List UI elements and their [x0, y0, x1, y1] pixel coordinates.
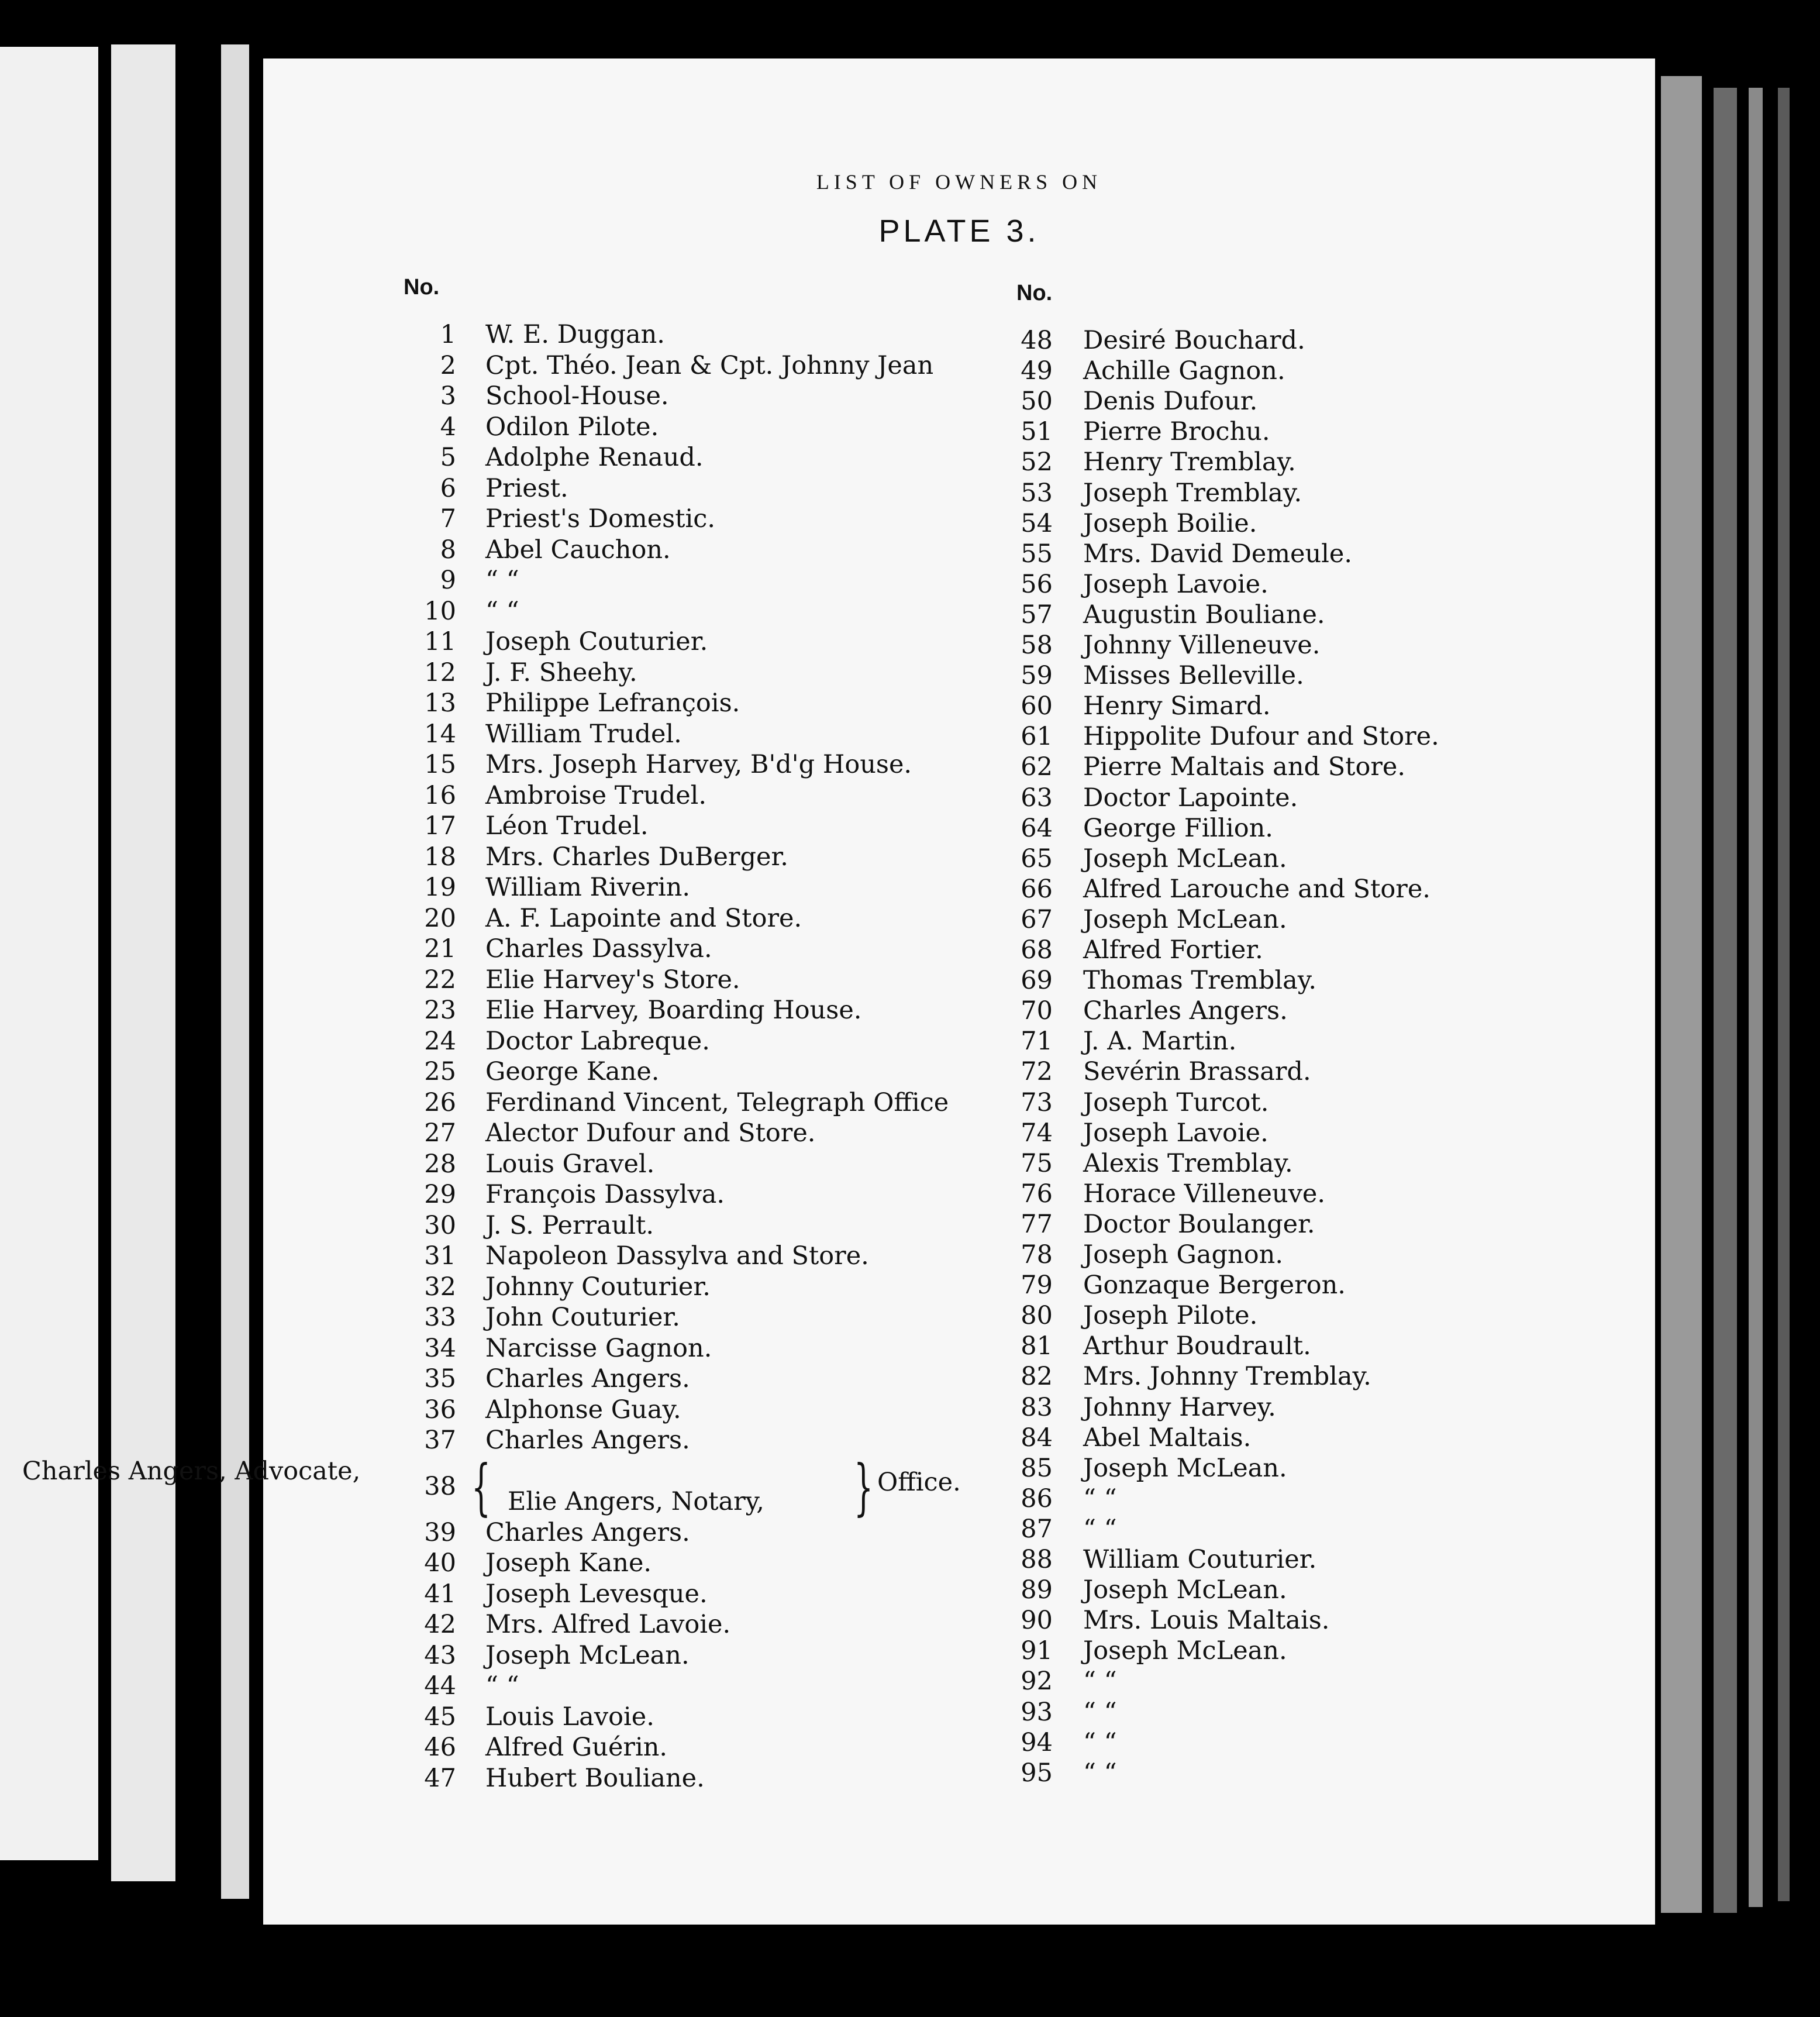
owner-name: “ “ [1083, 1697, 1117, 1727]
owner-number: 49 [1021, 356, 1053, 386]
column-header-left: No. [404, 275, 440, 300]
owner-number: 78 [1021, 1240, 1053, 1269]
owner-number: 14 [424, 719, 456, 749]
owner-number: 66 [1021, 874, 1053, 904]
owner-name: Desiré Bouchard. [1083, 326, 1305, 355]
owner-number: 70 [1021, 996, 1053, 1026]
owner-name: Alfred Guérin. [485, 1733, 668, 1762]
owner-number: 7 [440, 504, 456, 533]
owner-number: 80 [1021, 1301, 1053, 1331]
owner-name: Napoleon Dassylva and Store. [485, 1241, 869, 1271]
owner-number: 23 [424, 996, 456, 1025]
owner-name: John Couturier. [485, 1303, 680, 1332]
owner-number: 33 [424, 1303, 456, 1332]
owner-name: Louis Gravel. [485, 1149, 655, 1179]
owner-name: Doctor Lapointe. [1083, 783, 1298, 813]
owner-number: 31 [424, 1241, 456, 1271]
owner-number: 71 [1021, 1027, 1053, 1056]
list-heading: LIST OF OWNERS ON [816, 170, 1102, 194]
owner-name: Doctor Boulanger. [1083, 1209, 1315, 1239]
owner-number: 2 [440, 350, 456, 380]
owner-number: 46 [424, 1733, 456, 1762]
owner-number: 95 [1021, 1758, 1053, 1788]
owner-name: William Riverin. [485, 873, 691, 902]
owner-number: 59 [1021, 661, 1053, 691]
owner-name: “ “ [1083, 1484, 1117, 1513]
left-brace: { [471, 1451, 491, 1523]
owner-name: “ “ [1083, 1514, 1117, 1544]
owner-number: 58 [1021, 631, 1053, 660]
owner-number: 28 [424, 1149, 456, 1179]
owner-number: 88 [1021, 1545, 1053, 1574]
owner-number: 55 [1021, 539, 1053, 569]
owner-number: 29 [424, 1180, 456, 1209]
owner-number: 11 [424, 627, 456, 656]
owner-number: 12 [424, 658, 456, 687]
owner-name: J. S. Perrault. [485, 1210, 654, 1240]
owner-number: 74 [1021, 1118, 1053, 1148]
owner-name: “ “ [1083, 1758, 1117, 1788]
owner-number: 43 [424, 1640, 456, 1670]
owner-number: 40 [424, 1548, 456, 1578]
owner-name: Charles Angers. [485, 1364, 690, 1393]
column-header-right: No. [1016, 281, 1053, 305]
owner-number: 82 [1021, 1362, 1053, 1392]
owner-number: 21 [424, 934, 456, 963]
owner-name: William Trudel. [485, 719, 682, 749]
owner-name: Henry Simard. [1083, 691, 1271, 721]
owner-number: 85 [1021, 1453, 1053, 1483]
owner-number: 61 [1021, 722, 1053, 752]
owner-name: Ferdinand Vincent, Telegraph Office [485, 1087, 949, 1117]
owner-name: Joseph Levesque. [485, 1579, 708, 1609]
owner-name: Arthur Boudrault. [1083, 1331, 1311, 1361]
owner-name: A. F. Lapointe and Store. [485, 903, 802, 933]
owner-name: Mrs. Alfred Lavoie. [485, 1610, 731, 1639]
owner-name: Henry Tremblay. [1083, 448, 1296, 477]
owner-name: Mrs. Johnny Tremblay. [1083, 1362, 1371, 1392]
owner-name: “ “ [485, 566, 519, 595]
owner-name: Joseph McLean. [1083, 904, 1287, 934]
owner-name: Thomas Tremblay. [1083, 966, 1317, 996]
owner-name: Priest's Domestic. [485, 504, 716, 533]
owner-name: Joseph Lavoie. [1083, 1118, 1269, 1148]
owner-name-second-line: Elie Angers, Notary, [508, 1487, 764, 1516]
owner-name: Louis Lavoie. [485, 1702, 654, 1732]
owner-name: “ “ [485, 1671, 519, 1701]
owner-number: 63 [1021, 783, 1053, 813]
owner-name: Sevérin Brassard. [1083, 1057, 1311, 1087]
owner-name: Mrs. Charles DuBerger. [485, 842, 788, 872]
owner-name: Abel Maltais. [1083, 1423, 1252, 1452]
owner-name: School-House. [485, 381, 669, 411]
owner-name: Ambroise Trudel. [485, 780, 707, 810]
owner-number: 76 [1021, 1179, 1053, 1209]
owner-name: Charles Dassylva. [485, 934, 712, 963]
right-page-edge [1714, 88, 1737, 1913]
owner-number: 13 [424, 689, 456, 718]
owner-number: 1 [440, 320, 456, 349]
owner-number: 90 [1021, 1606, 1053, 1636]
owner-number: 32 [424, 1272, 456, 1302]
owner-number: 83 [1021, 1392, 1053, 1422]
owner-name: J. F. Sheehy. [485, 658, 637, 687]
owner-name: Joseph McLean. [1083, 1575, 1287, 1605]
left-leaf [111, 44, 175, 1881]
owner-number: 9 [440, 566, 456, 595]
owner-name: Charles Angers. [1083, 996, 1288, 1026]
owner-number: 25 [424, 1057, 456, 1086]
owner-name: “ “ [1083, 1727, 1117, 1757]
owner-name: Charles Angers, Advocate, [22, 1456, 361, 1486]
owner-number: 86 [1021, 1484, 1053, 1513]
owner-name: W. E. Duggan. [485, 320, 665, 349]
owner-number: 56 [1021, 569, 1053, 599]
owner-name: Alexis Tremblay. [1083, 1148, 1293, 1178]
owner-number: 92 [1021, 1667, 1053, 1696]
office-label: Office. [877, 1468, 961, 1497]
owner-number: 37 [424, 1426, 456, 1455]
owner-name: Pierre Maltais and Store. [1083, 752, 1406, 782]
owner-number: 42 [424, 1610, 456, 1639]
owner-number: 24 [424, 1026, 456, 1056]
owner-number: 16 [424, 780, 456, 810]
owner-number: 20 [424, 903, 456, 933]
owner-name: Joseph McLean. [1083, 1636, 1287, 1666]
owner-name: Charles Angers. [485, 1426, 690, 1455]
owner-name: “ “ [1083, 1667, 1117, 1696]
owner-name: Mrs. David Demeule. [1083, 539, 1353, 569]
owner-name: Joseph Lavoie. [1083, 569, 1269, 599]
owner-name: Elie Harvey, Boarding House. [485, 996, 862, 1025]
owner-number: 38 [424, 1471, 456, 1501]
owner-number: 8 [440, 535, 456, 565]
owner-name: Narcisse Gagnon. [485, 1333, 712, 1363]
owner-number: 72 [1021, 1057, 1053, 1087]
owner-name: Achille Gagnon. [1083, 356, 1285, 386]
owner-number: 27 [424, 1118, 456, 1148]
owner-name: Joseph Gagnon. [1083, 1240, 1283, 1269]
owner-number: 51 [1021, 417, 1053, 447]
owner-number: 17 [424, 811, 456, 841]
owner-name: Joseph Turcot. [1083, 1087, 1269, 1117]
owner-number: 75 [1021, 1148, 1053, 1178]
owner-name: Johnny Villeneuve. [1083, 631, 1321, 660]
owner-name: Joseph Couturier. [485, 627, 708, 656]
owner-number: 81 [1021, 1331, 1053, 1361]
owner-number: 41 [424, 1579, 456, 1609]
owner-name: Léon Trudel. [485, 811, 649, 841]
owner-number: 36 [424, 1395, 456, 1424]
owner-number: 5 [440, 443, 456, 472]
owner-number: 60 [1021, 691, 1053, 721]
owner-name: Doctor Labreque. [485, 1026, 710, 1056]
owner-number: 47 [424, 1763, 456, 1793]
owner-name: Augustin Bouliane. [1083, 600, 1325, 629]
owner-name: Alector Dufour and Store. [485, 1118, 816, 1148]
owner-number: 48 [1021, 326, 1053, 355]
owner-name: Alfred Fortier. [1083, 935, 1263, 965]
owner-number: 69 [1021, 966, 1053, 996]
owner-name: Elie Harvey's Store. [485, 965, 740, 994]
owner-name: Odilon Pilote. [485, 412, 659, 442]
owner-number: 62 [1021, 752, 1053, 782]
owner-number: 54 [1021, 508, 1053, 538]
owner-number: 73 [1021, 1087, 1053, 1117]
owner-number: 44 [424, 1671, 456, 1701]
owner-name: Hippolite Dufour and Store. [1083, 722, 1439, 752]
owner-number: 30 [424, 1210, 456, 1240]
owner-number: 89 [1021, 1575, 1053, 1605]
owner-name: Joseph Boilie. [1083, 508, 1257, 538]
owner-number: 15 [424, 750, 456, 779]
owner-name: Joseph McLean. [485, 1640, 690, 1670]
owner-name: William Couturier. [1083, 1545, 1317, 1574]
owner-name: Cpt. Théo. Jean & Cpt. Johnny Jean [485, 350, 934, 380]
owner-number: 64 [1021, 813, 1053, 843]
owner-number: 34 [424, 1333, 456, 1363]
owner-number: 26 [424, 1087, 456, 1117]
owner-number: 6 [440, 473, 456, 503]
owner-name: Denis Dufour. [1083, 387, 1258, 417]
owner-number: 53 [1021, 478, 1053, 508]
owner-number: 50 [1021, 387, 1053, 417]
owner-name: François Dassylva. [485, 1180, 725, 1209]
owner-number: 68 [1021, 935, 1053, 965]
left-page-edge [0, 47, 98, 1860]
owner-name: Joseph McLean. [1083, 1453, 1287, 1483]
owner-number: 52 [1021, 448, 1053, 477]
owner-number: 3 [440, 381, 456, 411]
owner-name: Joseph McLean. [1083, 844, 1287, 873]
owner-number: 35 [424, 1364, 456, 1393]
owner-name: J. A. Martin. [1083, 1027, 1237, 1056]
owner-number: 45 [424, 1702, 456, 1732]
owner-name: Misses Belleville. [1083, 661, 1304, 691]
owner-name: Mrs. Joseph Harvey, B'd'g House. [485, 750, 912, 779]
plate-title: PLATE 3. [878, 214, 1040, 249]
owner-name: Johnny Harvey. [1083, 1392, 1276, 1422]
owner-number: 94 [1021, 1727, 1053, 1757]
owner-name: Abel Cauchon. [485, 535, 671, 565]
owner-name: George Kane. [485, 1057, 660, 1086]
owner-name: Mrs. Louis Maltais. [1083, 1606, 1330, 1636]
owner-number: 18 [424, 842, 456, 872]
owner-number: 22 [424, 965, 456, 994]
owner-name: Johnny Couturier. [485, 1272, 711, 1302]
right-page-edge [1749, 88, 1763, 1907]
owner-name: Adolphe Renaud. [485, 443, 704, 472]
owner-number: 91 [1021, 1636, 1053, 1666]
owner-name: Gonzaque Bergeron. [1083, 1271, 1346, 1300]
owner-name: George Fillion. [1083, 813, 1273, 843]
owner-name: Alfred Larouche and Store. [1083, 874, 1431, 904]
owner-name: Charles Angers. [485, 1517, 690, 1547]
owner-name: Horace Villeneuve. [1083, 1179, 1326, 1209]
owner-name: “ “ [485, 596, 519, 626]
right-brace: } [854, 1451, 874, 1523]
owner-name: Joseph Pilote. [1083, 1301, 1258, 1331]
owner-name: Joseph Tremblay. [1083, 478, 1302, 508]
owner-name: Pierre Brochu. [1083, 417, 1270, 447]
owner-name: Hubert Bouliane. [485, 1763, 705, 1793]
owner-number: 87 [1021, 1514, 1053, 1544]
right-page-edge [1661, 76, 1702, 1913]
owner-number: 57 [1021, 600, 1053, 629]
owner-number: 79 [1021, 1271, 1053, 1300]
owner-name: Philippe Lefrançois. [485, 689, 740, 718]
owner-number: 19 [424, 873, 456, 902]
owner-name: Joseph Kane. [485, 1548, 652, 1578]
owner-number: 67 [1021, 904, 1053, 934]
left-leaf-inner [221, 44, 249, 1899]
owner-number: 65 [1021, 844, 1053, 873]
owner-number: 77 [1021, 1209, 1053, 1239]
owner-number: 93 [1021, 1697, 1053, 1727]
owner-number: 10 [424, 596, 456, 626]
right-page-edge [1778, 88, 1790, 1901]
owner-name: Priest. [485, 473, 568, 503]
owner-number: 4 [440, 412, 456, 442]
page [263, 58, 1655, 1925]
owner-name: Alphonse Guay. [485, 1395, 681, 1424]
owner-number: 39 [424, 1517, 456, 1547]
owner-number: 84 [1021, 1423, 1053, 1452]
